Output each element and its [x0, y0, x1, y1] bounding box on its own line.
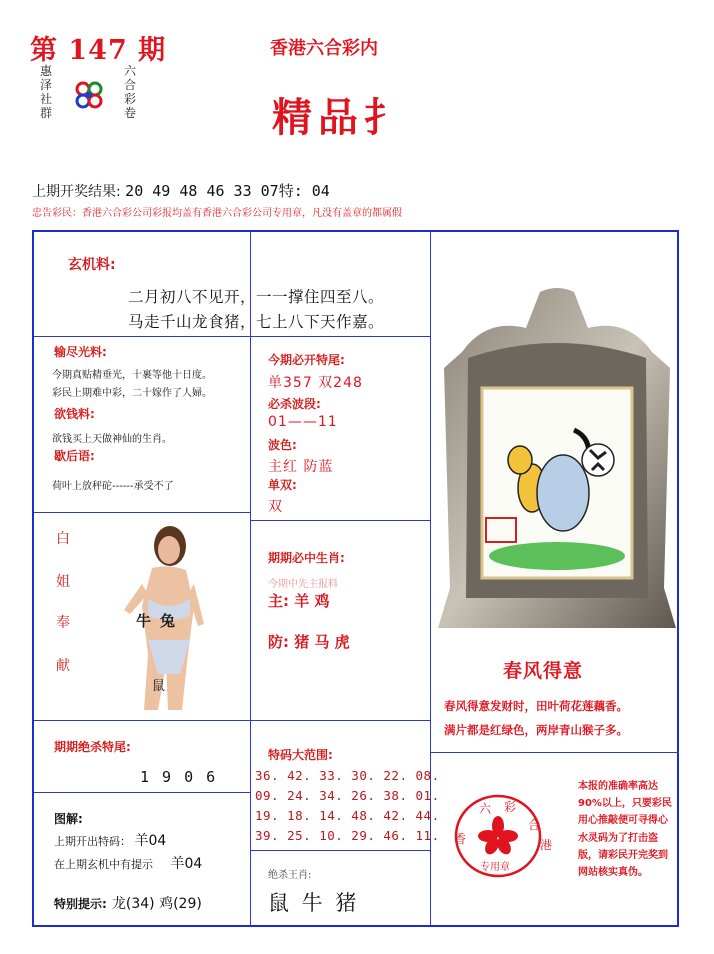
last-results-numbers: 20 49 48 46 33 07特: 04	[125, 182, 330, 200]
ornate-frame-cartoon	[438, 288, 676, 633]
danshuang-title: 单双:	[268, 478, 297, 492]
overlay-zodiac-3: 鼠	[152, 679, 166, 694]
cartoon-verse-2: 满片都是红绿色，两岸青山猴子多。	[444, 723, 628, 737]
jueshate-title: 期期绝杀特尾:	[54, 740, 131, 754]
xiehou-title: 歇后语:	[54, 449, 95, 463]
shumo-line-1: 今期真贴精垂光，十裹等他十日度。	[52, 370, 212, 381]
shumo-line-2: 彩民上期难中彩，二十嫁作了人婦。	[52, 388, 212, 399]
xuanji-line-2: 马走千山龙食猪，七上八下天作嘉。	[128, 313, 385, 331]
special-tip-label: 特别提示:	[54, 897, 107, 911]
right-vertical-label: 六合彩卷	[124, 64, 137, 120]
xuanji-title: 玄机料:	[68, 257, 116, 273]
tujie-line-1	[54, 830, 166, 850]
xiehou-line: 荷叶上放秤砣------承受不了	[52, 481, 174, 492]
club-logo-icon	[72, 78, 106, 112]
warning-notice: 忠告彩民：香港六合彩公司彩报均盖有香港六合彩公司专用章，凡没有盖章的都属假	[32, 208, 402, 219]
baijie-char-4: 献	[56, 658, 70, 674]
jueshate-value: 1 9 0 6	[140, 768, 218, 786]
special-tip	[54, 893, 202, 913]
bizhong-fang	[268, 631, 350, 652]
overlay-zodiac-2: 兔	[160, 612, 176, 630]
yuqian-line: 欲钱买上天做神仙的生肖。	[52, 434, 172, 445]
jueshaw-title: 绝杀王肖:	[268, 870, 312, 881]
stamp-char-2: 彩	[504, 800, 517, 814]
tema-row-3: 19. 18. 14. 48. 42. 44.	[255, 808, 440, 823]
cartoon-caption: 春风得意	[503, 660, 584, 682]
bose-value: 主红 防蓝	[268, 459, 334, 475]
danshuang-value: 双	[268, 499, 283, 515]
tema-title: 特码大范围:	[268, 748, 333, 762]
bizhong-fang-label: 防:	[268, 633, 289, 651]
stamp-char-5: 港	[540, 838, 553, 852]
issue-number: 第 147 期	[30, 35, 167, 66]
tujie-line-1-label: 上期开出特码：	[54, 835, 131, 848]
bizhong-main	[268, 590, 329, 611]
tujie-title: 图解:	[54, 812, 83, 826]
stamp-char-4: 合	[528, 818, 541, 832]
overlay-zodiac-1: 牛	[136, 612, 152, 630]
tema-row-4: 39. 25. 10. 29. 46. 11.	[255, 828, 440, 843]
bisha-title: 必杀波段:	[268, 397, 321, 411]
baijie-char-3: 奉	[56, 615, 70, 631]
bikai-title: 今期必开特尾:	[268, 353, 345, 367]
stamp-char-3: 香	[454, 832, 467, 846]
tujie-line-2-value: 羊04	[170, 856, 203, 872]
special-tip-value: 龙(34) 鸡(29)	[111, 896, 202, 912]
last-results	[32, 180, 330, 201]
bizhong-title: 期期必中生肖:	[268, 551, 345, 565]
official-stamp	[448, 792, 556, 882]
tujie-line-1-value: 羊04	[134, 833, 167, 849]
xuanji-line-1: 二月初八不见开，一一撑住四至八。	[128, 288, 385, 306]
bizhong-main-label: 主:	[268, 592, 289, 610]
tema-row-1: 36. 42. 33. 30. 22. 08.	[255, 768, 440, 783]
bisha-range: 01——11	[268, 414, 338, 430]
banner-subtitle: 香港六合彩内	[270, 38, 378, 59]
cartoon-verse-1: 春风得意发财时，田叶荷花莲藕香。	[444, 699, 628, 713]
accuracy-ad: 本报的准确率高达 90%以上，只要彩民用心推敲便可寻得心水灵码为了打击盗版，请彩民开完奖到网站核实真伪。	[578, 781, 672, 879]
left-vertical-label: 惠泽社群	[40, 64, 53, 120]
bizhong-fang-value: 猪 马 虎	[294, 633, 350, 651]
stamp-bottom: 专用章	[480, 862, 510, 873]
baijie-char-1: 白	[56, 531, 70, 547]
baijie-char-2: 姐	[56, 574, 70, 590]
banner-title: 精品扌	[272, 94, 410, 141]
tujie-line-2	[54, 853, 202, 873]
bizhong-main-value: 羊 鸡	[294, 592, 330, 610]
yuqian-title: 欲钱料:	[54, 407, 95, 421]
tujie-line-2-label: 在上期玄机中有提示	[54, 858, 153, 871]
bose-title: 波色:	[268, 438, 297, 452]
last-results-label: 上期开奖结果:	[32, 184, 121, 200]
tema-row-2: 09. 24. 34. 26. 38. 01.	[255, 788, 440, 803]
bikai-tail: 单357 双248	[268, 375, 363, 391]
stamp-char-1: 六	[479, 802, 492, 816]
bizhong-faded: 今期中先主报料	[268, 579, 338, 590]
jueshaw-value: 鼠 牛 猪	[268, 891, 360, 915]
shumo-title: 输尽光料:	[54, 345, 107, 359]
